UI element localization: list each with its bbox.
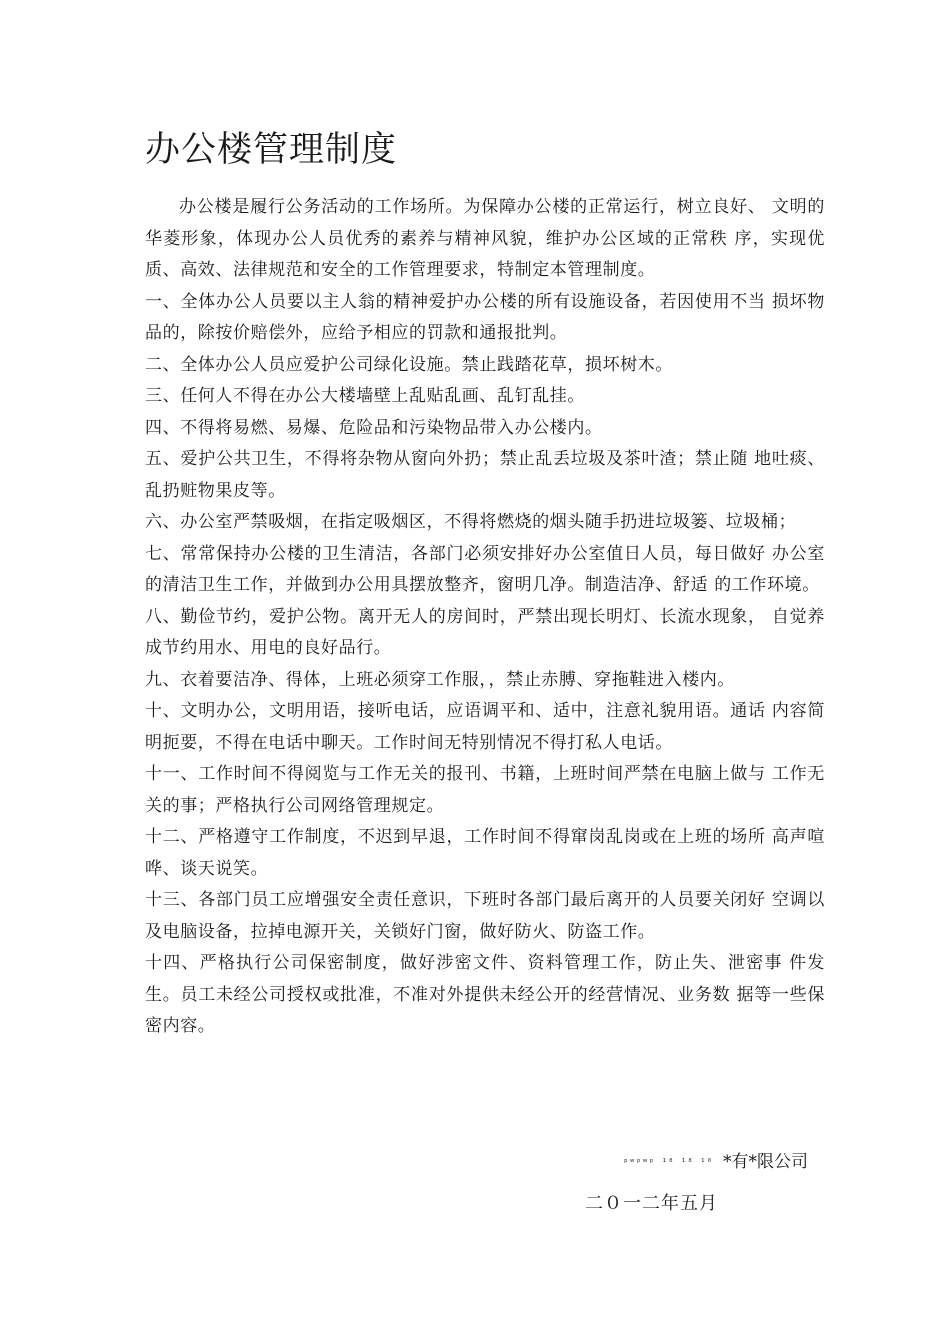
rule-3: 三、任何人不得在办公大楼墙壁上乱贴乱画、乱钉乱挂。 xyxy=(145,386,585,406)
document-title: 办公楼管理制度 xyxy=(145,130,398,170)
rule-14: 十四、严格执行公司保密制度，做好涉密文件、资料管理工作，防止失、泄密事 件发生。员工未经公司授权或批准，不准对外提供未经公开的经营情况、业务数 据等一些保密内容。 xyxy=(145,953,825,1036)
document-body xyxy=(145,192,825,1043)
rule-1: 一、全体办公人员要以主人翁的精神爱护办公楼的所有设施设备，若因使用不当 损坏物品的，除按价赔偿外，应给予相应的罚款和通报批判。 xyxy=(145,291,825,343)
signature-scribble: ᵖʷᵖʷᵖ ¹⁸ ¹⁸ ¹⁰ xyxy=(623,1157,713,1168)
rule-9: 九、衣着要洁净、得体，上班必须穿工作服，，禁止赤膊、穿拖鞋进入楼内。 xyxy=(145,669,735,690)
rule-6: 六、办公室严禁吸烟，在指定吸烟区，不得将燃烧的烟头随手扔进垃圾篓、垃圾桶； xyxy=(145,512,797,532)
company-name: *有*限公司 xyxy=(723,1152,808,1172)
signature-block xyxy=(623,1150,808,1175)
rule-2: 二、全体办公人员应爱护公司绿化设施。禁止践踏花草，损坏树木。 xyxy=(145,354,673,375)
rule-13: 十三、各部门员工应增强安全责任意识，下班时各部门最后离开的人员要关闭好 空调以及电脑设备，拉掉电源开关，关锁好门窗，做好防火、防盗工作。 xyxy=(145,890,825,942)
rule-4: 四、不得将易燃、易爆、危险品和污染物品带入办公楼内。 xyxy=(145,417,603,438)
intro-paragraph: 办公楼是履行公务活动的工作场所。为保障办公楼的正常运行，树立良好、 文明的华菱形象，体现办公人员优秀的素养与精神风貌，维护办公区域的正常秩 序，实现优质、高效、法律规范和安全的工作管理要求，特制定本管理制度。 xyxy=(145,197,825,280)
rule-5: 五、爱护公共卫生，不得将杂物从窗向外扔；禁止乱丢垃圾及茶叶渣；禁止随 地吐痰、乱扔赃物果皮等。 xyxy=(145,449,825,501)
rule-12: 十二、严格遵守工作制度，不迟到早退，工作时间不得窜岗乱岗或在上班的场所 高声喧哗、谈天说笑。 xyxy=(145,827,825,879)
rule-11: 十一、工作时间不得阅览与工作无关的报刊、书籍，上班时间严禁在电脑上做与 工作无关的事；严格执行公司网络管理规定。 xyxy=(145,764,825,816)
rule-7: 七、常常保持办公楼的卫生清洁，各部门必须安排好办公室值日人员，每日做好 办公室的清洁卫生工作，并做到办公用具摆放整齐，窗明几净。制造洁净、舒适 的工作环境。 xyxy=(145,543,825,595)
rule-10: 十、文明办公，文明用语，接听电话，应语调平和、适中，注意礼貌用语。通话 内容简明扼要，不得在电话中聊天。工作时间无特别情况不得打私人电话。 xyxy=(145,701,825,753)
document-date: 二０一二年五月 xyxy=(585,1193,718,1214)
rule-8: 八、勤俭节约，爱护公物。离开无人的房间时，严禁出现长明灯、长流水现象， 自觉养成节约用水、用电的良好品行。 xyxy=(145,606,825,658)
